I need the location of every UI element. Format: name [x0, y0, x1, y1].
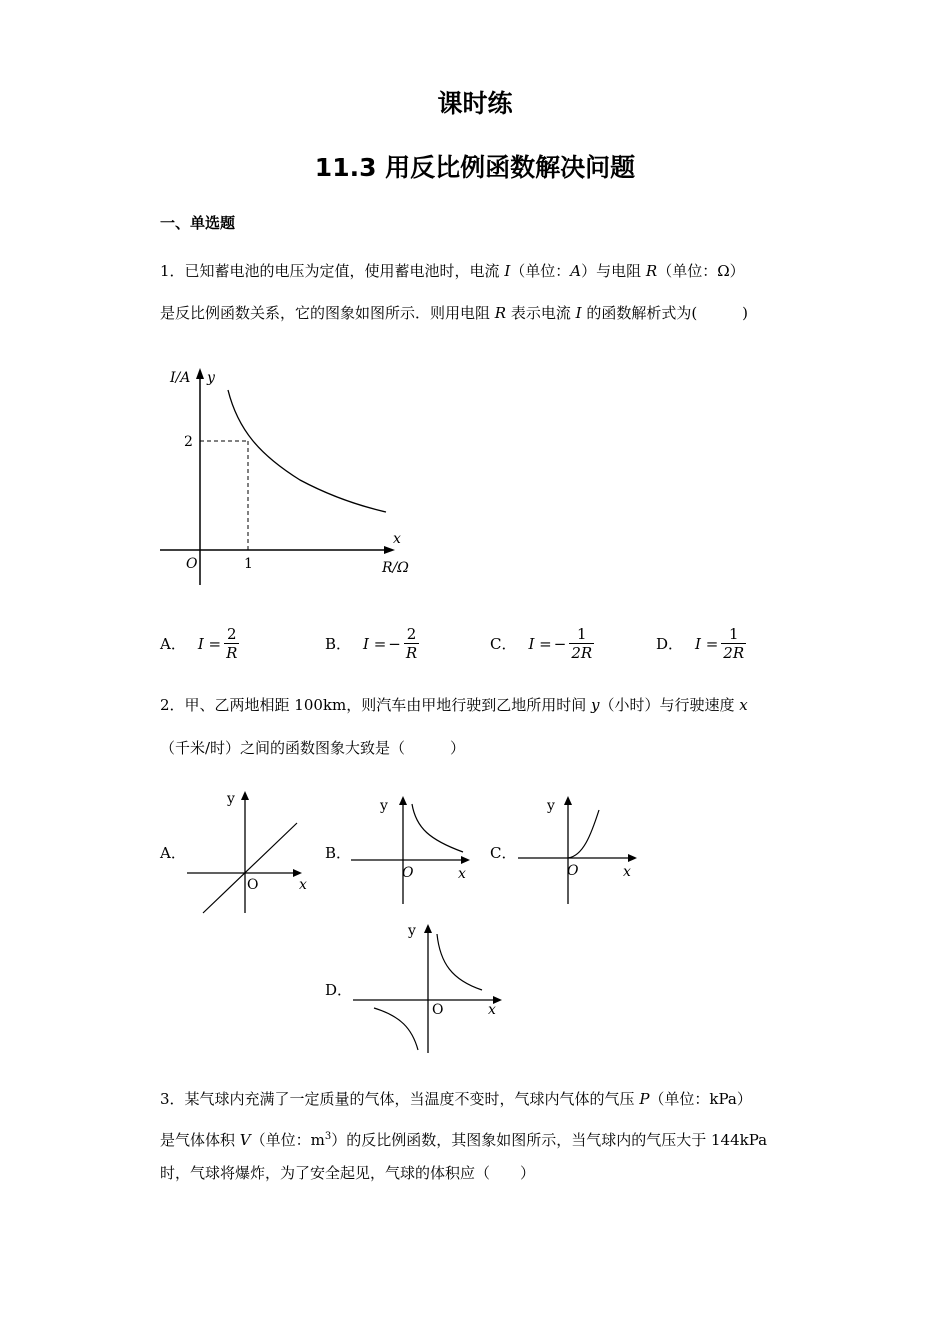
q2c-curve [568, 810, 599, 858]
q2-option-b-label[interactable]: B． [325, 844, 352, 862]
q2c-y-arrow [564, 796, 572, 805]
q2-line-2: （千米/时）之间的函数图象大致是（ ） [160, 739, 466, 757]
q2a-y-arrow [241, 791, 249, 800]
q1-option-d[interactable]: D． I = $\frac{1}{2R}$ [656, 625, 745, 662]
q2-line-1: 2．甲、乙两地相距 100km，则汽车由甲地行驶到乙地所用时间 y（小时）与行驶速度 x [160, 696, 748, 714]
q2-option-d-graph[interactable] [350, 918, 510, 1054]
q2c-y-label: y [547, 798, 555, 814]
q1-y-axis-name: y [207, 370, 215, 386]
q2d-y-label: y [408, 923, 416, 939]
q2-option-a-graph[interactable] [185, 785, 320, 915]
q2d-y-arrow [424, 924, 432, 933]
q1-graph [150, 360, 430, 590]
q1-option-a[interactable]: A． I = $\frac{2}{R}$ [160, 625, 238, 662]
q2a-origin: O [247, 877, 259, 893]
page-title: 课时练 [437, 89, 513, 118]
q2a-x-arrow [293, 869, 302, 877]
q1-tick-x: 1 [244, 556, 253, 572]
q1-x-axis-name: x [393, 531, 401, 547]
section-heading: 一、单选题 [160, 214, 236, 232]
q1-line-1: 1．已知蓄电池的电压为定值，使用蓄电池时，电流 I（单位：A）与电阻 R（单位：Ω） [160, 262, 745, 280]
q2b-curve [412, 804, 463, 852]
q1-line-2: 是反比例函数关系，它的图象如图所示．则用电阻 R 表示电流 I 的函数解析式为( ) [160, 304, 749, 322]
q2b-origin: O [402, 865, 414, 881]
q2b-x-label: x [458, 866, 466, 882]
q2d-curve-q3 [374, 1008, 418, 1050]
q2a-x-label: x [299, 877, 307, 893]
q2c-x-arrow [628, 854, 637, 862]
q2b-y-arrow [399, 796, 407, 805]
q2-option-d-label[interactable]: D． [325, 981, 353, 999]
q1-y-arrow [196, 368, 204, 379]
q2c-x-label: x [623, 864, 631, 880]
q2b-x-arrow [461, 856, 470, 864]
q3-line-2: 是气体体积 V（单位：$m^3$）的反比例函数，其图象如图所示，当气球内的气压大于 144kPa [160, 1131, 768, 1149]
page-subtitle: 11.3 用反比例函数解决问题 [314, 153, 636, 182]
q2a-y-label: y [227, 791, 235, 807]
q3-line-1: 3．某气球内充满了一定质量的气体，当温度不变时，气球内气体的气压 P（单位：kPa） [160, 1090, 752, 1108]
q2d-origin: O [432, 1002, 444, 1018]
q1-x-arrow [384, 546, 395, 554]
q1-option-b[interactable]: B． I = − $\frac{2}{R}$ [325, 625, 418, 662]
q2b-y-label: y [380, 798, 388, 814]
q2-option-c-graph[interactable] [515, 790, 645, 905]
q2d-x-label: x [488, 1002, 496, 1018]
q1-curve [228, 390, 386, 512]
q1-tick-y: 2 [184, 434, 193, 450]
q2-option-c-label[interactable]: C． [490, 844, 517, 862]
q2a-line [203, 823, 297, 913]
q3-line-3: 时，气球将爆炸，为了安全起见，气球的体积应（ ） [160, 1164, 536, 1182]
q2d-curve-q1 [437, 934, 482, 990]
q1-option-c[interactable]: C． I = − $\frac{1}{2R}$ [490, 625, 593, 662]
q2c-origin: O [567, 863, 579, 879]
q1-x-label: R/Ω [382, 560, 409, 576]
q1-origin: O [186, 556, 198, 572]
q2-option-a-label[interactable]: A． [160, 844, 186, 862]
q1-y-label: I/A [170, 370, 191, 386]
q2-option-b-graph[interactable] [348, 790, 478, 905]
